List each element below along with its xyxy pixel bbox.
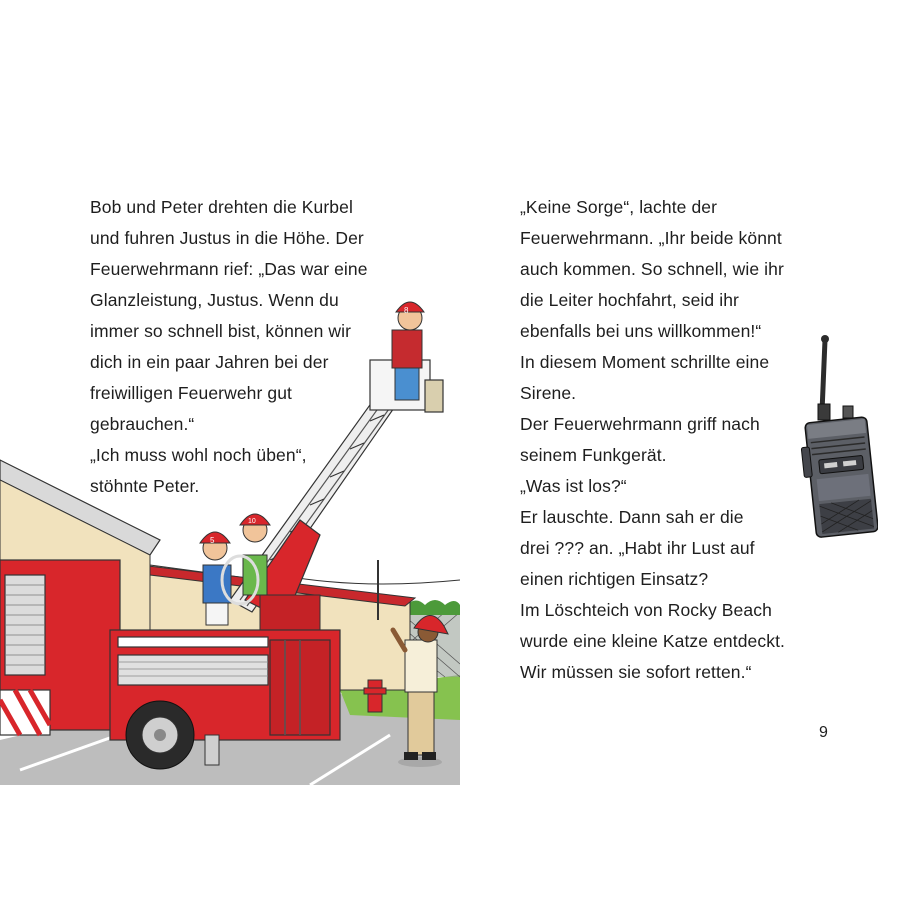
text-line: Wir müssen sie sofort retten.“	[520, 662, 752, 682]
walkie-talkie-illustration	[798, 332, 878, 542]
svg-text:8: 8	[404, 306, 409, 315]
text-line: Der Feuerwehrmann griff nach	[520, 414, 760, 434]
svg-text:5: 5	[210, 536, 215, 545]
right-text-column	[520, 192, 785, 688]
text-line: die Leiter hochfahrt, seid ihr	[520, 290, 739, 310]
text-line: seinem Funkgerät.	[520, 445, 667, 465]
text-line: einen richtigen Einsatz?	[520, 569, 709, 589]
page-number: 9	[819, 724, 828, 741]
text-line: „Ich muss wohl noch üben“,	[90, 445, 307, 465]
text-line: ebenfalls bei uns willkommen!“	[520, 321, 762, 341]
text-line: und fuhren Justus in die Höhe. Der	[90, 228, 364, 248]
fire-truck-illustration	[0, 300, 460, 785]
text-line: In diesem Moment schrillte eine	[520, 352, 770, 372]
text-line: drei ??? an. „Habt ihr Lust auf	[520, 538, 755, 558]
text-line: immer so schnell bist, können wir	[90, 321, 352, 341]
text-line: Bob und Peter drehten die Kurbel	[90, 197, 353, 217]
text-line: Im Löschteich von Rocky Beach	[520, 600, 772, 620]
text-line: stöhnte Peter.	[90, 476, 200, 496]
text-line: Feuerwehrmann rief: „Das war eine	[90, 259, 368, 279]
text-line: freiwilligen Feuerwehr gut	[90, 383, 292, 403]
text-line: wurde eine kleine Katze entdeckt.	[520, 631, 785, 651]
text-line: gebrauchen.“	[90, 414, 195, 434]
text-line: Feuerwehrmann. „Ihr beide könnt	[520, 228, 782, 248]
text-line: Glanzleistung, Justus. Wenn du	[90, 290, 339, 310]
text-line: dich in ein paar Jahren bei der	[90, 352, 329, 372]
text-line: „Keine Sorge“, lachte der	[520, 197, 718, 217]
text-line: Sirene.	[520, 383, 577, 403]
text-line: auch kommen. So schnell, wie ihr	[520, 259, 784, 279]
text-line: „Was ist los?“	[520, 476, 627, 496]
svg-text:10: 10	[248, 518, 256, 525]
text-line: Er lauschte. Dann sah er die	[520, 507, 744, 527]
